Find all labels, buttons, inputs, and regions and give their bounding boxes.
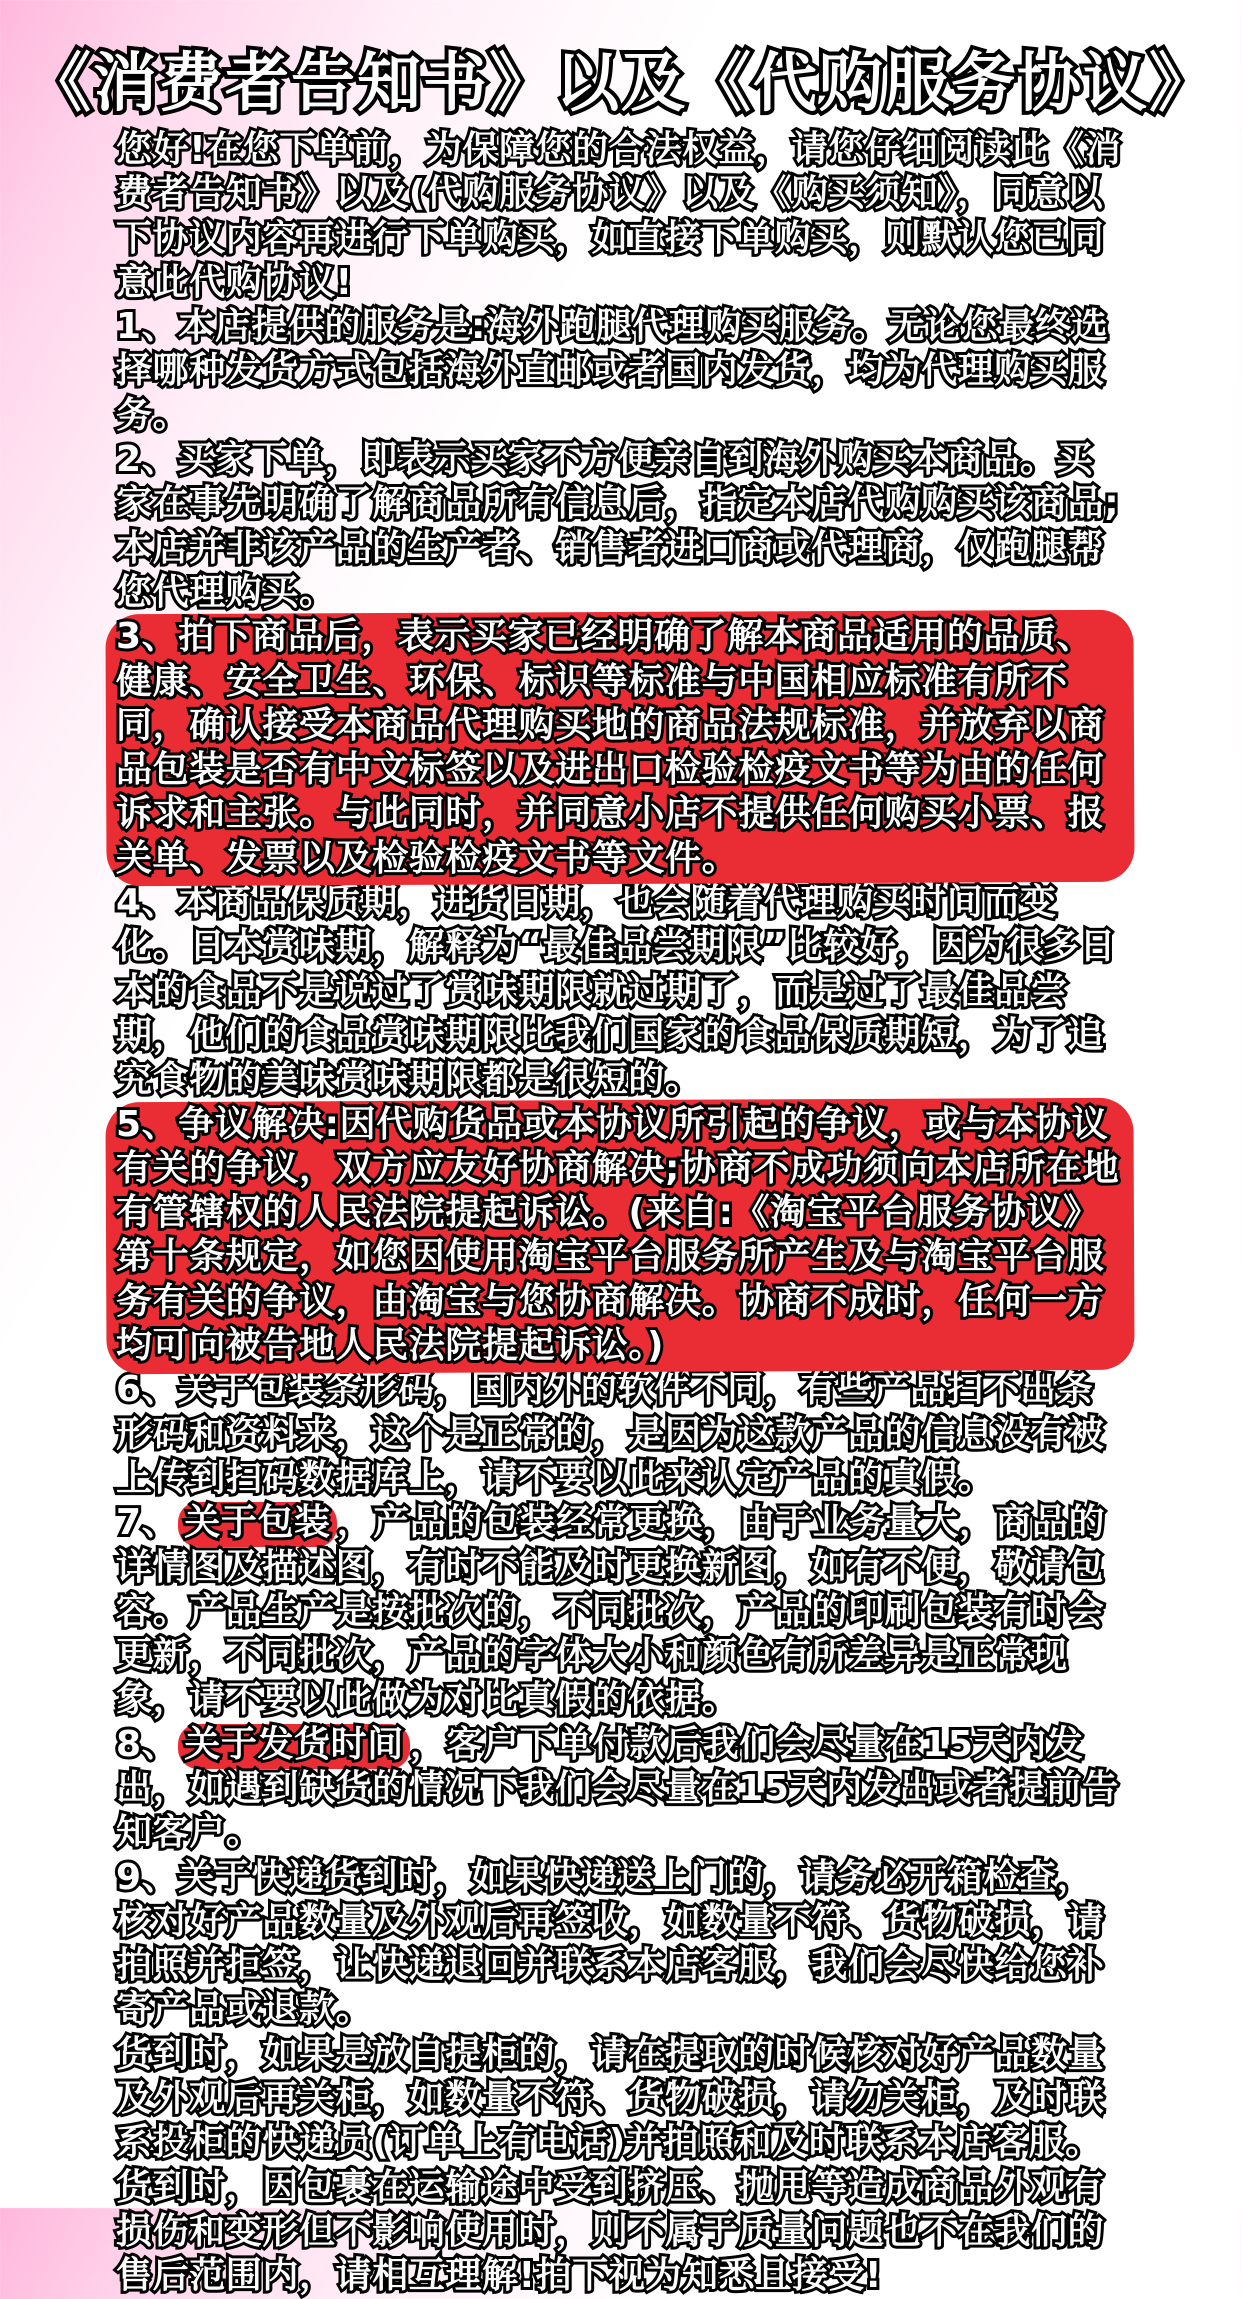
clause-8-text: ，客户下单付款后我们会尽量在15天内发出，如遇到缺货的情况下我们会尽量在15天内发出或者提前告知客户。 [116, 1723, 1119, 1854]
clause-7-text: ，产品的包装经常更换，由于业务量大，商品的详情图及描述图，有时不能及时更换新图，如有不便，敬请包容。产品生产是按批次的，不同批次，产品的印刷包装有时会更新，不同批次，产品的字体大小和颜色有所差异是正常现象，请不要以此做为对比真假的依据。 [116, 1502, 1106, 1721]
clause-9: 9、关于快递货到时，如果快递送上门的，请务必开箱检查，核对好产品数量及外观后再签收，如数量不符、货物破损，请拍照并拒签，让快递退回并联系本店客服，我们会尽快给您补寄产品或退款。 [116, 1856, 1105, 2031]
intro-paragraph: 您好!在您下单前，为保障您的合法权益，请您仔细阅读此《消费者告知书》以及(代购服务协议》以及《购买须知》，同意以下协议内容再进行下单购买，如直接下单购买，则默认您已同意此代购协议! [116, 129, 1122, 303]
clause-2: 2、买家下单，即表示买家不方便亲自到海外购买本商品。买家在事先明确了解商品所有信息后，指定本店代购购买该商品;本店并非该产品的生产者、销售者进口商或代理商，仅跑腿帮您代理购买。 [116, 439, 1120, 613]
clause-8-number: 8、 [116, 1723, 179, 1765]
clause-3-highlighted: 3、拍下商品后，表示买家已经明确了解本商品适用的品质、健康、安全卫生、环保、标识等标准与中国相应标准有所不同，确认接受本商品代理购买地的商品法规标准，并放弃以商品包装是否有中文标签以及进出口检验检疫文书等为由的任何诉求和主张。与此同时，并同意小店不提供任何购买小票、报关单、发票以及检验检疫文书等文件。 [116, 615, 1126, 881]
pickup-locker-paragraph: 货到时，如果是放自提柜的，请在提取的时候核对好产品数量及外观后再关柜，如数量不符、货物破损，请勿关柜，及时联系投柜的快递员(订单上有电话)并拍照和及时联系本店客服。 [116, 2033, 1105, 2164]
clause-8-highlight-label: 关于发货时间 [178, 1724, 410, 1769]
clause-4: 4、本商品保质期，进货日期，也会随着代理购买时间而变化。日本赏味期，解释为“最佳品尝期限”比较好，因为很多日本的食品不是说过了赏味期限就过期了，而是过了最佳品尝期，他们的食品赏味期限比我们国家的食品保质期短，为了追究食物的美味赏味期限都是很短的。 [116, 882, 1117, 1101]
clause-7 [116, 1501, 1126, 1722]
notice-body [116, 128, 1126, 2299]
transit-damage-paragraph: 货到时，因包裹在运输途中受到挤压、抛甩等造成商品外观有损伤和变形但不影响使用时，则不属于质量问题也不在我们的售后范围内，请相互理解!拍下视为知悉且接受! [116, 2166, 1105, 2297]
clause-7-highlight-label: 关于包装 [178, 1502, 336, 1547]
page-title: 《消费者告知书》以及《代购服务协议》 [27, 47, 1215, 121]
clause-8 [116, 1723, 1126, 1856]
clause-7-number: 7、 [116, 1502, 179, 1544]
clause-5-highlighted: 5、争议解决:因代购货品或本协议所引起的争议，或与本协议有关的争议，双方应友好协商解决;协商不成功须向本店所在地有管辖权的人民法院提起诉讼。(来自:《淘宝平台服务协议》第十条规定，如您因使用淘宝平台服务所产生及与淘宝平台服务有关的争议，由淘宝与您协商解决。协商不成时，任何一方均可向被告地人民法院提起诉讼。) [116, 1103, 1126, 1369]
clause-6: 6、关于包装条形码，国内外的软件不同，有些产品扫不出条形码和资料来，这个是正常的，是因为这款产品的信息没有被上传到扫码数据库上，请不要以此来认定产品的真假。 [116, 1369, 1105, 1499]
clause-1: 1、本店提供的服务是:海外跑腿代理购买服务。无论您最终选择哪种发货方式包括海外直邮或者国内发货，均为代理购买服务。 [116, 306, 1109, 436]
